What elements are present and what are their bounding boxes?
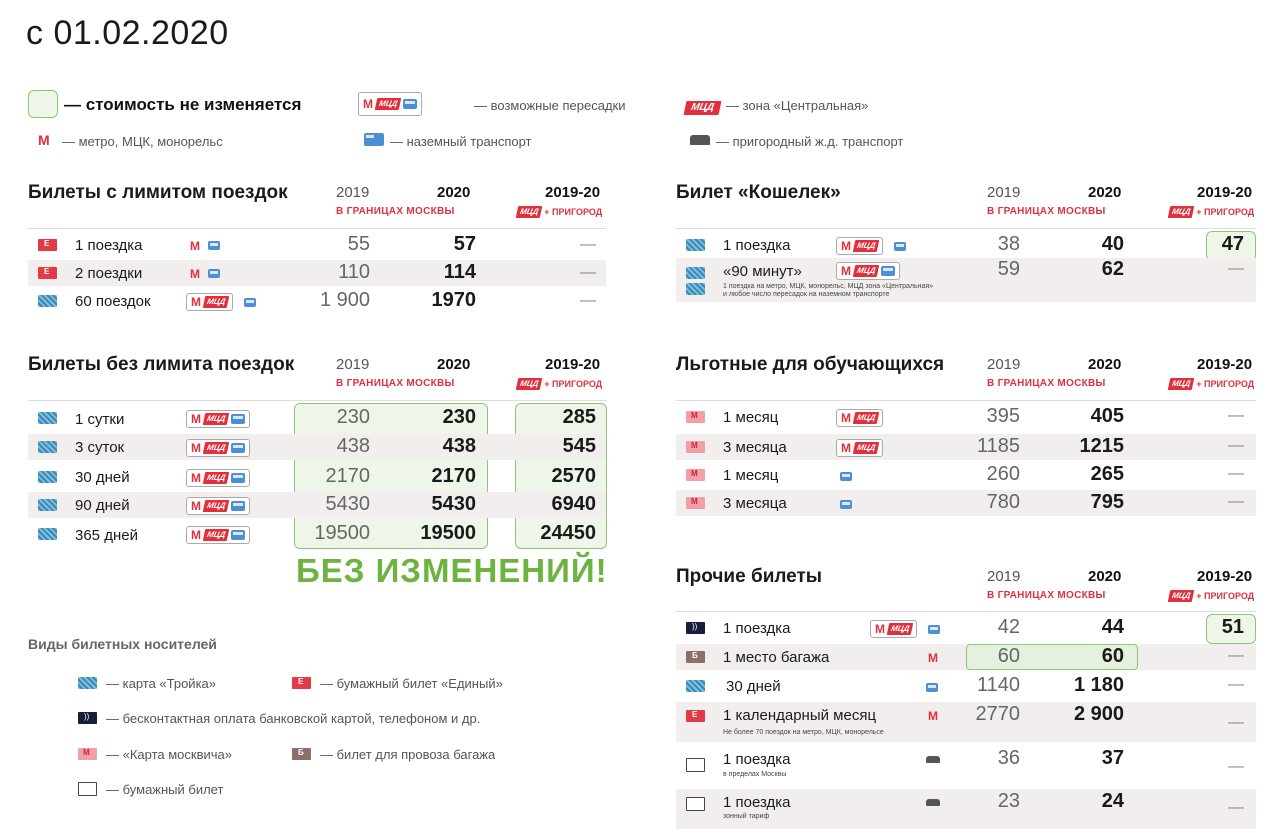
mcd-icon: МЦД [685,97,720,115]
value-2020: 60 [1101,645,1124,667]
row-label: 1 месяц [723,409,779,426]
hdr-moscow: В ГРАНИЦАХ МОСКВЫ [336,378,455,389]
moskvich-card-icon [686,497,705,509]
value-2020: 795 [1090,491,1124,513]
paper-ticket-icon [78,782,97,796]
value-2019-20: — [1228,647,1244,664]
transfers-combo-icon: М МЦД [186,526,250,544]
table-row [676,615,1256,641]
table-row [676,490,1256,516]
hdr-moscow: В ГРАНИЦАХ МОСКВЫ [987,206,1106,217]
value-2020: 405 [1090,405,1124,427]
hdr-2020: 2020 [1088,568,1122,585]
value-2020: 265 [1090,463,1124,485]
value-2019-20: — [1228,714,1244,731]
value-2019-20: — [1228,758,1244,775]
unchanged-swatch [28,90,58,118]
moskvich-card-icon [686,469,705,481]
hdr-2019-20: 2019-20 [545,356,601,373]
no-change-banner: БЕЗ ИЗМЕНЕНИЙ! [296,552,608,589]
row-label: 3 суток [75,439,125,456]
value-2019: 42 [997,616,1020,638]
carrier-single: — бумажный билет «Единый» [320,676,503,691]
hdr-2019: 2019 [987,184,1021,201]
troika-icon [38,441,57,453]
hdr-2019: 2019 [336,184,370,201]
value-2019: 230 [336,406,370,428]
troika-icon [686,680,705,692]
value-2019: 110 [338,261,370,283]
value-2019: 2770 [975,703,1020,725]
row-note: в пределах Москвы [723,771,787,778]
value-2019: 38 [997,233,1020,255]
moskvich-card-icon [686,441,705,453]
legend-transfers: — возможные пересадки [474,98,626,113]
carrier-contactless: — бесконтактная оплата банковской картой, телефоном и др. [106,711,481,726]
troika-icon [38,471,57,483]
hdr-mcd-suburb: МЦД + ПРИГОРОД [1169,206,1254,218]
value-2019-20: 6940 [551,493,596,515]
page-title: с 01.02.2020 [26,14,229,52]
value-2020: 19500 [420,522,476,544]
troika-icon [686,239,705,251]
other-title: Прочие билеты [676,566,823,587]
table-row [676,746,1256,786]
contactless-icon [78,712,97,724]
table-row [676,434,1256,460]
value-2019: 2170 [325,465,370,487]
transfers-combo-icon: М МЦД [186,293,233,311]
transfers-combo-icon: М МЦД [186,497,250,515]
value-2019: 438 [336,435,370,457]
row-note: зонный тариф [723,813,770,820]
table-row [676,404,1256,430]
row-label: 1 место багажа [723,649,830,666]
value-2019-20: — [1228,465,1244,482]
table-row [28,232,606,258]
value-2019: 59 [997,258,1020,280]
value-2019: 55 [347,233,370,255]
troika-icon [38,528,57,540]
legend-central-zone: — зона «Центральная» [726,98,869,113]
hdr-moscow: В ГРАНИЦАХ МОСКВЫ [987,378,1106,389]
value-2019-20: — [1228,437,1244,454]
bus-icon [208,269,220,278]
bus-icon [208,241,220,250]
hdr-2019-20: 2019-20 [1197,356,1253,373]
table-row [676,702,1256,742]
contactless-icon [686,622,705,634]
paper-ticket-icon [686,758,705,772]
train-icon [926,756,940,763]
row-label: 1 месяц [723,467,779,484]
legend-ground: — наземный транспорт [390,134,532,149]
paper-ticket-icon [686,797,705,811]
row-label: 1 сутки [75,411,125,428]
moskvich-card-icon [78,748,97,760]
hdr-2020: 2020 [1088,356,1122,373]
row-label: 3 месяца [723,495,787,512]
transfers-combo-icon: М МЦД [836,237,883,255]
value-2019: 1140 [976,674,1020,696]
table-row [28,288,606,314]
metro-icon: М [928,709,938,723]
row-label: 1 поездка [723,237,791,254]
single-ticket-icon [38,267,57,279]
train-icon [926,799,940,806]
bus-icon [840,500,852,509]
value-2019: 5430 [325,493,370,515]
value-2020: 2 900 [1073,703,1124,725]
hdr-mcd-suburb: МЦД + ПРИГОРОД [517,378,602,390]
carriers-title: Виды билетных носителей [28,636,217,652]
value-2019: 395 [986,405,1020,427]
row-label: 60 поездок [75,293,151,310]
value-2019: 1 900 [319,289,370,311]
value-2019: 19500 [314,522,370,544]
row-label: 1 календарный месяц [723,707,877,724]
hdr-2019: 2019 [336,356,370,373]
metro-icon: М [190,239,200,253]
wallet-title: Билет «Кошелек» [676,182,841,203]
carrier-moskvich: — «Карта москвича» [106,747,232,762]
carrier-baggage: — билет для провоза багажа [320,747,496,762]
unlimited-title: Билеты без лимита поездок [28,354,295,375]
limited-title: Билеты с лимитом поездок [28,182,288,203]
single-ticket-icon [38,239,57,251]
row-label: 30 дней [75,469,130,486]
row-note: Не более 70 поездок на метро, МЦК, монорельсе [723,729,884,736]
value-2019-20: — [1228,676,1244,693]
value-2019-20: 24450 [540,522,596,544]
hdr-2020: 2020 [437,356,471,373]
value-2020: 1 180 [1073,674,1124,696]
value-2019-20: — [580,236,596,253]
transfers-combo-icon: М МЦД [358,92,422,116]
legend-suburban: — пригородный ж.д. транспорт [716,134,904,149]
value-2019: 36 [997,747,1020,769]
single-ticket-icon [686,710,705,722]
row-label: «90 минут» [723,263,802,280]
bus-icon [364,133,384,146]
baggage-ticket-icon [686,651,705,663]
table-row [28,464,606,490]
value-2019-20: — [580,292,596,309]
troika-icon [686,283,705,295]
value-2019-20: — [1228,407,1244,424]
legend-unchanged: — стоимость не изменяется [64,95,302,114]
value-2020: 1215 [1079,435,1124,457]
transfers-combo-icon: М МЦД [836,439,883,457]
transfers-combo-icon: М МЦД [870,620,917,638]
hdr-moscow: В ГРАНИЦАХ МОСКВЫ [336,206,455,217]
bus-icon [928,625,940,634]
table-row [28,434,606,460]
table-row [676,462,1256,488]
row-note: и любое число пересадок на наземном транспорте [723,291,890,298]
troika-icon [686,267,705,279]
bus-icon [926,683,938,692]
value-2019-20: — [1228,260,1244,277]
moskvich-card-icon [686,411,705,423]
troika-icon [38,412,57,424]
metro-icon: М [38,132,50,148]
bus-icon [894,242,906,251]
row-label: 90 дней [75,497,130,514]
hdr-2020: 2020 [437,184,471,201]
row-label: 1 поездка [723,794,791,811]
value-2020: 114 [443,261,476,283]
troika-icon [38,499,57,511]
hdr-2019-20: 2019-20 [1197,184,1253,201]
value-2019: 260 [986,463,1020,485]
hdr-2019: 2019 [987,568,1021,585]
transfers-combo-icon: М МЦД [186,469,250,487]
table-row [676,232,1256,258]
value-2020: 37 [1101,747,1124,769]
value-2020: 438 [442,435,476,457]
value-2020: 2170 [431,465,476,487]
troika-icon [38,295,57,307]
table-row [28,405,606,431]
table-row [676,258,1256,302]
hdr-mcd-suburb: МЦД + ПРИГОРОД [1169,590,1254,602]
hdr-mcd-suburb: МЦД + ПРИГОРОД [517,206,602,218]
row-label: 1 поездка [75,237,143,254]
value-2019-20: 285 [562,406,596,428]
metro-icon: М [928,651,938,665]
value-2020: 24 [1101,790,1124,812]
baggage-ticket-icon [292,748,311,760]
value-2020: 1970 [431,289,476,311]
value-2019-20: — [580,264,596,281]
carrier-troika: — карта «Тройка» [106,676,217,691]
row-label: 1 поездка [723,620,791,637]
table-row [676,789,1256,829]
transfers-combo-icon: М МЦД [836,409,883,427]
metro-icon: М [190,267,200,281]
value-2020: 230 [442,406,476,428]
value-2019-20: — [1228,493,1244,510]
row-label: 1 поездка [723,751,791,768]
value-2019-20: 2570 [551,465,596,487]
table-row [676,644,1256,670]
value-2020: 44 [1101,616,1124,638]
bus-icon [840,472,852,481]
carrier-paper: — бумажный билет [106,782,224,797]
value-2020: 40 [1101,233,1124,255]
value-2019: 1185 [976,435,1020,457]
value-2019-20: 545 [562,435,596,457]
students-title: Льготные для обучающихся [676,354,945,375]
value-2019-20: — [1228,799,1244,816]
transfers-combo-icon: М МЦД [186,439,250,457]
troika-icon [78,677,97,689]
hdr-2019: 2019 [987,356,1021,373]
value-2020: 62 [1101,258,1124,280]
hdr-2019-20: 2019-20 [1197,568,1253,585]
hdr-mcd-suburb: МЦД + ПРИГОРОД [1169,378,1254,390]
table-row [676,673,1256,699]
single-ticket-icon [292,677,311,689]
row-label: 3 месяца [723,439,787,456]
bus-icon [244,298,256,307]
table-row [28,521,606,547]
value-2019: 23 [997,790,1020,812]
row-note: 1 поездка на метро, МЦК, монорельс, МЦД зона «Центральная» [723,283,934,290]
row-label: 30 дней [726,678,781,695]
table-row [28,260,606,286]
table-row [28,492,606,518]
value-2019-20: 47 [1221,233,1244,255]
hdr-2019-20: 2019-20 [545,184,601,201]
value-2020: 57 [453,233,476,255]
train-icon [690,135,710,145]
hdr-2020: 2020 [1088,184,1122,201]
row-label: 2 поездки [75,265,143,282]
value-2019: 60 [997,645,1020,667]
transfers-combo-icon: М МЦД [836,262,900,280]
legend-metro: — метро, МЦК, монорельс [62,134,223,149]
value-2019-20: 51 [1221,616,1244,638]
row-label: 365 дней [75,527,138,544]
value-2020: 5430 [431,493,476,515]
hdr-moscow: В ГРАНИЦАХ МОСКВЫ [987,590,1106,601]
value-2019: 780 [986,491,1020,513]
transfers-combo-icon: М МЦД [186,410,250,428]
